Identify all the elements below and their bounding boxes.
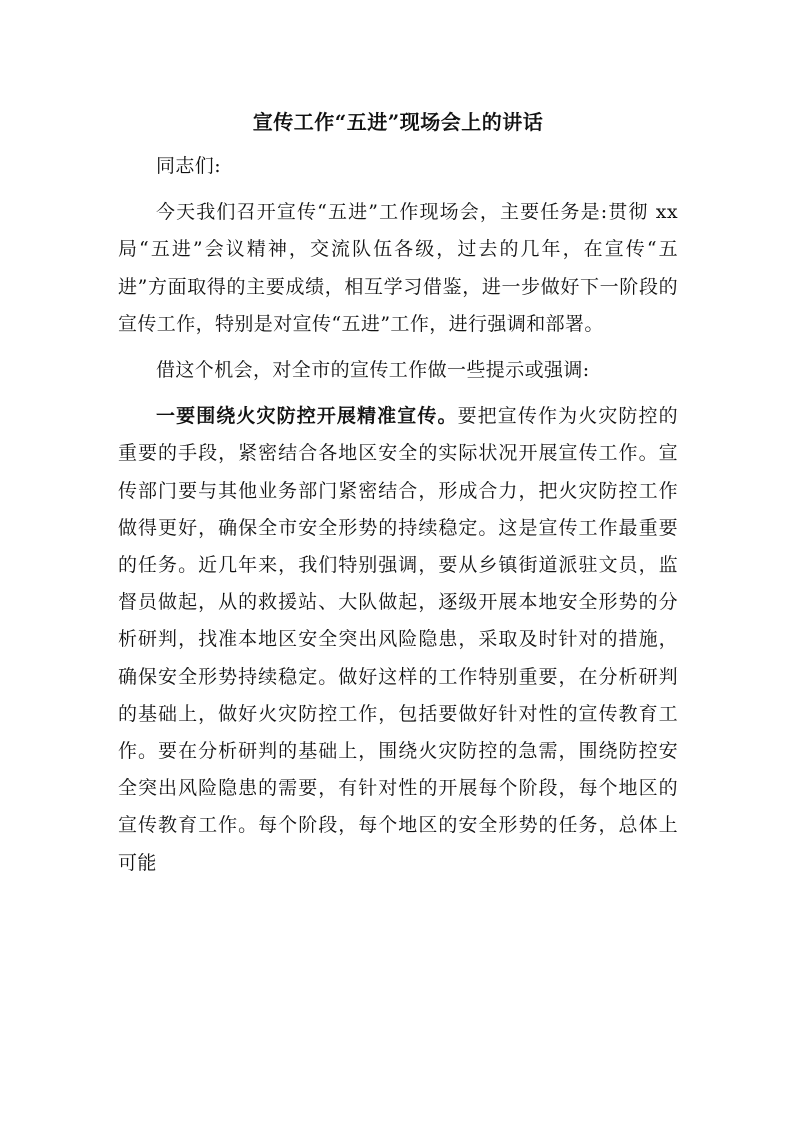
transition-paragraph: 借这个机会，对全市的宣传工作做一些提示或强调: xyxy=(156,359,590,382)
point-one-body: 要把宣传作为火灾防控的重要的手段，紧密结合各地区安全的实际状况开展宣传工作。宣传部门要与其他业务部门紧密结合，形成合力，把火灾防控工作做得更好，确保全市安全形势的持续稳定。这是宣传工作最重要的任务。近几年来，我们特别强调，要从乡镇街道派驻文员，监督员做起，从的救援站、大队做起，逐级开展本地安全形势的分析研判，找准本地区安全突出风险隐患，采取及时针对的措施，确保安全形势持续稳定。做好这样的工作特别重要，在分析研判的基础上，做好火灾防控工作，包括要做好针对性的宣传教育工作。要在分析研判的基础上，围绕火灾防控的急需，围绕防控安全突出风险隐患的需要，有针对性的开展每个阶段，每个地区的宣传教育工作。每个阶段，每个地区的安全形势的任务，总体上可能 xyxy=(118,405,678,874)
greeting-paragraph: 同志们: xyxy=(156,155,222,177)
document-title: 宣传工作“五进”现场会上的讲话 xyxy=(252,110,544,134)
point-one-paragraph xyxy=(118,398,678,882)
document-body xyxy=(118,104,678,882)
point-one-heading: 一要围绕火灾防控开展精准宣传。 xyxy=(156,405,458,428)
intro-paragraph: 今天我们召开宣传“五进”工作现场会，主要任务是:贯彻 xx 局“五进”会议精神，交流队伍各级，过去的几年，在宣传“五进”方面取得的主要成绩，相互学习借鉴，进一步做好下一阶段的宣传工作，特别是对宣传“五进”工作，进行强调和部署。 xyxy=(118,201,678,335)
